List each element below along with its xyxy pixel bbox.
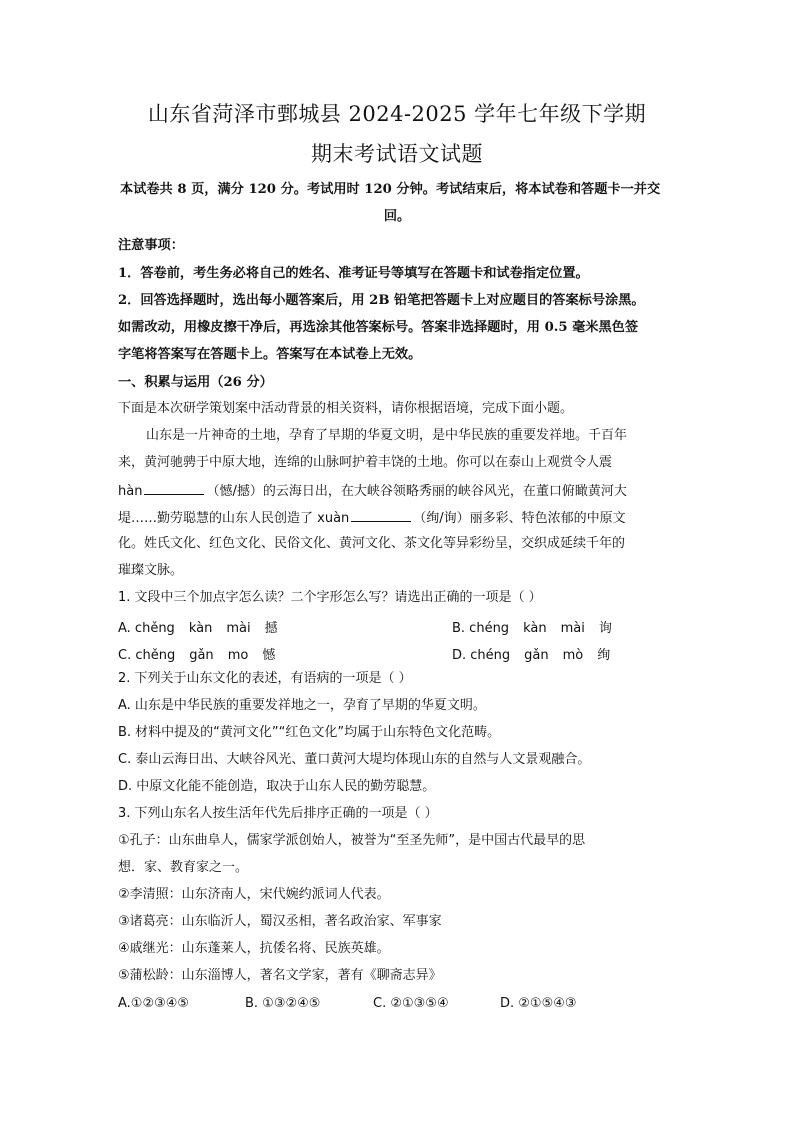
section1-lead: 下面是本次研学策划案中活动背景的相关资料，请你根据语境，完成下面小题。 <box>118 401 574 416</box>
passage-line5: 化。姓氏文化、红色文化、民俗文化、黄河文化、茶文化等异彩纷呈，交织成延续千年的 <box>118 536 626 551</box>
passage-line1: 山东是一片神奇的土地，孕育了早期的华夏文明，是中华民族的重要发祥地。千百年 <box>146 428 628 443</box>
q1-b-2: kàn <box>523 621 547 636</box>
q1-option-a[interactable] <box>118 617 292 636</box>
notes-item1: 1．答卷前，考生务必将自己的姓名、准考证号等填写在答题卡和试卷指定位置。 <box>118 266 589 281</box>
notes-item2-line1: 2．回答选择题时，选出每小题答案后，用 2B 铅笔把答题卡上对应题目的答案标号涂黑。 <box>118 293 645 308</box>
q2-option-c[interactable]: C. 泰山云海日出、大峡谷风光、董口黄河大堤均体现山东的自然与人文景观融合。 <box>118 752 591 767</box>
passage-line3-rest: （憾/撼）的云海日出，在大峡谷领略秀丽的峡谷风光，在董口俯瞰黄河大 <box>206 484 627 499</box>
q3-stem: 3. 下列山东名人按生活年代先后排序正确的一项是（ ） <box>118 806 438 821</box>
q1-c-4: 憾 <box>262 648 276 663</box>
q1-a-1: A. chěng <box>118 621 175 636</box>
q3-option-b[interactable]: B. ①③②④⑤ <box>245 996 321 1011</box>
notes-item2-line3: 字笔将答案写在答题卡上。答案写在本试卷上无效。 <box>118 347 422 362</box>
q3-option-d[interactable]: D. ②①⑤④③ <box>500 996 577 1011</box>
q3-item1-line1: ①孔子：山东曲阜人，儒家学派创始人，被誉为“至圣先师”，是中国古代最早的思 <box>118 833 586 848</box>
q1-option-c[interactable] <box>118 644 289 663</box>
q3-item3: ③诸葛亮：山东临沂人，蜀汉丞相，著名政治家、军事家 <box>118 914 442 929</box>
passage-line4 <box>118 509 626 527</box>
q2-option-a[interactable]: A. 山东是中华民族的重要发祥地之一，孕育了早期的华夏文明。 <box>118 698 486 713</box>
passage-line4-rest: （绚/询）丽多彩、特色浓郁的中原文 <box>413 511 626 526</box>
exam-title-line2: 期末考试语文试题 <box>311 142 483 166</box>
q1-a-2: kàn <box>188 621 213 636</box>
intro-line2: 回。 <box>383 209 411 224</box>
q1-b-3: mài <box>560 621 585 636</box>
q1-b-4: 询 <box>598 621 612 636</box>
answer-blank-2[interactable] <box>351 509 411 522</box>
q1-c-2: gǎn <box>189 648 214 663</box>
intro-line1: 本试卷共 8 页，满分 120 分。考试用时 120 分钟。考试结束后，将本试卷和答题卡一并交 <box>120 182 661 197</box>
passage-line4-start: 堤……勤劳聪慧的山东人民创造了 xuàn <box>118 511 350 526</box>
q1-option-b[interactable] <box>452 617 626 636</box>
q3-item1-line2: 想．家、教育家之一。 <box>118 860 249 875</box>
exam-title-line1: 山东省菏泽市鄄城县 2024-2025 学年七年级下学期 <box>147 102 647 126</box>
q1-d-2: gǎn <box>524 648 549 663</box>
q1-b-1: B. chéng <box>452 621 510 636</box>
q2-stem: 2. 下列关于山东文化的表述，有语病的一项是（ ） <box>118 671 412 686</box>
q3-item5: ⑤蒲松龄：山东淄博人，著名文学家，著有《聊斋志异》 <box>118 968 442 983</box>
q1-d-4: 绚 <box>597 648 611 663</box>
passage-line2: 来，黄河驰骋于中原大地，连绵的山脉呵护着丰饶的土地。你可以在泰山上观赏令人震 <box>118 455 613 470</box>
q1-d-1: D. chéng <box>452 648 511 663</box>
q1-stem: 1. 文段中三个加点字怎么读？二个字形怎么写？请选出正确的一项是（ ） <box>118 590 542 605</box>
q3-option-a[interactable]: A.①②③④⑤ <box>118 996 190 1011</box>
q3-item4: ④戚继光：山东蓬莱人，抗倭名将、民族英雄。 <box>118 941 390 956</box>
q2-option-b[interactable]: B. 材料中提及的“黄河文化”“红色文化”均属于山东特色文化范畴。 <box>118 725 501 740</box>
notes-item2-line2: 如需改动，用橡皮擦干净后，再选涂其他答案标号。答案非选择题时，用 0.5 毫米黑色签 <box>118 320 639 335</box>
q1-option-d[interactable] <box>452 644 624 663</box>
q1-a-3: mài <box>226 621 251 636</box>
q1-c-3: mo <box>227 648 249 663</box>
section1-heading: 一、积累与运用（26 分） <box>118 375 273 390</box>
pinyin-han: hàn <box>118 484 143 499</box>
q1-a-4: 撼 <box>264 621 278 636</box>
q3-option-c[interactable]: C. ②①③⑤④ <box>373 996 449 1011</box>
q2-option-d[interactable]: D. 中原文化能不能创造，取决于山东人民的勤劳聪慧。 <box>118 779 436 794</box>
q1-c-1: C. chěng <box>118 648 176 663</box>
passage-line6: 璀璨文脉。 <box>118 563 184 578</box>
passage-line3 <box>118 482 627 500</box>
answer-blank-1[interactable] <box>144 482 204 495</box>
q3-item2: ②李清照：山东济南人，宋代婉约派词人代表。 <box>118 887 390 902</box>
q1-d-3: mò <box>562 648 584 663</box>
notes-heading: 注意事项： <box>118 238 184 253</box>
